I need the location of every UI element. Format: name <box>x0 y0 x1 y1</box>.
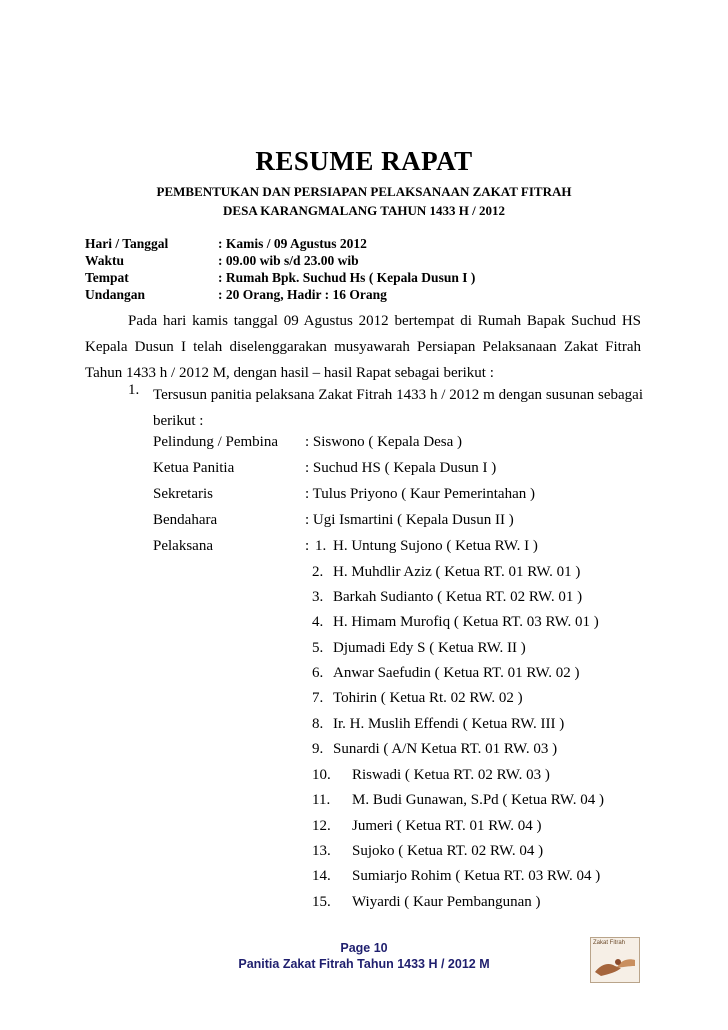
list-item-name: Barkah Sudianto ( Ketua RT. 02 RW. 01 ) <box>333 589 583 605</box>
list-item-number: 3. <box>312 589 324 605</box>
page-number: Page 10 <box>340 941 388 955</box>
list-item-name: Tohirin ( Ketua Rt. 02 RW. 02 ) <box>333 690 523 706</box>
meta-label-invitation: Undangan <box>85 287 146 302</box>
intro-paragraph: Pada hari kamis tanggal 09 Agustus 2012 bertempat di Rumah Bapak Suchud HS Kepala Dusun I telah diselenggarakan musyawarah Persiapan Pelaksanaan Zakat Fitrah Tahun 1433 h / 2012 M, dengan hasil – hasil Rapat sebagai berikut : <box>85 313 641 381</box>
meta-value-date: : Kamis / 09 Agustus 2012 <box>218 236 367 251</box>
role-label: Bendahara <box>153 512 218 528</box>
list-item-number: 7. <box>312 690 324 706</box>
role-person: : Tulus Priyono ( Kaur Pemerintahan ) <box>305 486 535 502</box>
list-item-name: H. Untung Sujono ( Ketua RW. I ) <box>333 538 538 554</box>
role-label: Sekretaris <box>153 486 213 502</box>
document-subtitle-line1: PEMBENTUKAN DAN PERSIAPAN PELAKSANAAN ZAKAT FITRAH <box>156 184 572 199</box>
document-subtitle-line2: DESA KARANGMALANG TAHUN 1433 H / 2012 <box>223 203 505 218</box>
role-label: Pelindung / Pembina <box>153 434 278 450</box>
role-person: : Ugi Ismartini ( Kepala Dusun II ) <box>305 512 514 528</box>
list-item-number: 12. <box>312 818 331 834</box>
meta-value-invitation: : 20 Orang, Hadir : 16 Orang <box>218 287 387 302</box>
role-label: Ketua Panitia <box>153 460 235 476</box>
list-item-name: Riswadi ( Ketua RT. 02 RW. 03 ) <box>352 767 550 783</box>
role-person: : Suchud HS ( Kepala Dusun I ) <box>305 460 497 476</box>
role-label: Pelaksana <box>153 538 213 554</box>
item-number: 1. <box>128 382 140 398</box>
list-item-name: Jumeri ( Ketua RT. 01 RW. 04 ) <box>352 818 542 834</box>
meta-value-place: : Rumah Bpk. Suchud Hs ( Kepala Dusun I ) <box>218 270 476 285</box>
list-item-name: Djumadi Edy S ( Ketua RW. II ) <box>333 640 526 656</box>
list-item-name: M. Budi Gunawan, S.Pd ( Ketua RW. 04 ) <box>352 792 604 808</box>
list-item-number: 4. <box>312 614 324 630</box>
list-item-number: 10. <box>312 767 331 783</box>
list-item-number: 13. <box>312 843 331 859</box>
list-item-number: 1. <box>315 538 327 554</box>
list-item-name: Ir. H. Muslih Effendi ( Ketua RW. III ) <box>333 716 565 732</box>
logo-caption: Zakat Fitrah <box>593 940 626 946</box>
role-person: : Siswono ( Kepala Desa ) <box>305 434 463 450</box>
footer-caption: Panitia Zakat Fitrah Tahun 1433 H / 2012 M <box>238 957 490 971</box>
zakat-logo <box>590 937 640 983</box>
meta-label-date: Hari / Tanggal <box>85 236 169 251</box>
list-item-name: Wiyardi ( Kaur Pembangunan ) <box>352 894 541 910</box>
list-item-name: H. Himam Murofiq ( Ketua RT. 03 RW. 01 ) <box>333 614 599 630</box>
list-item-number: 9. <box>312 741 324 757</box>
pelaksana-colon: : <box>305 538 310 554</box>
list-item-number: 8. <box>312 716 324 732</box>
list-item-number: 6. <box>312 665 324 681</box>
list-item-name: Sunardi ( A/N Ketua RT. 01 RW. 03 ) <box>333 741 558 757</box>
list-item-name: Anwar Saefudin ( Ketua RT. 01 RW. 02 ) <box>333 665 580 681</box>
meta-label-place: Tempat <box>85 270 129 285</box>
list-item-number: 14. <box>312 868 331 884</box>
list-item-name: H. Muhdlir Aziz ( Ketua RT. 01 RW. 01 ) <box>333 564 581 580</box>
list-item-number: 2. <box>312 564 324 580</box>
document-title: RESUME RAPAT <box>255 146 473 176</box>
item-text: Tersusun panitia pelaksana Zakat Fitrah 1433 h / 2012 m dengan susunan sebagai berikut : <box>153 387 643 429</box>
meta-value-time: : 09.00 wib s/d 23.00 wib <box>218 253 359 268</box>
list-item-number: 5. <box>312 640 324 656</box>
meta-label-time: Waktu <box>85 253 125 268</box>
list-item-number: 11. <box>312 792 331 808</box>
list-item-name: Sujoko ( Ketua RT. 02 RW. 04 ) <box>352 843 544 859</box>
list-item-name: Sumiarjo Rohim ( Ketua RT. 03 RW. 04 ) <box>352 868 601 884</box>
list-item-number: 15. <box>312 894 331 910</box>
